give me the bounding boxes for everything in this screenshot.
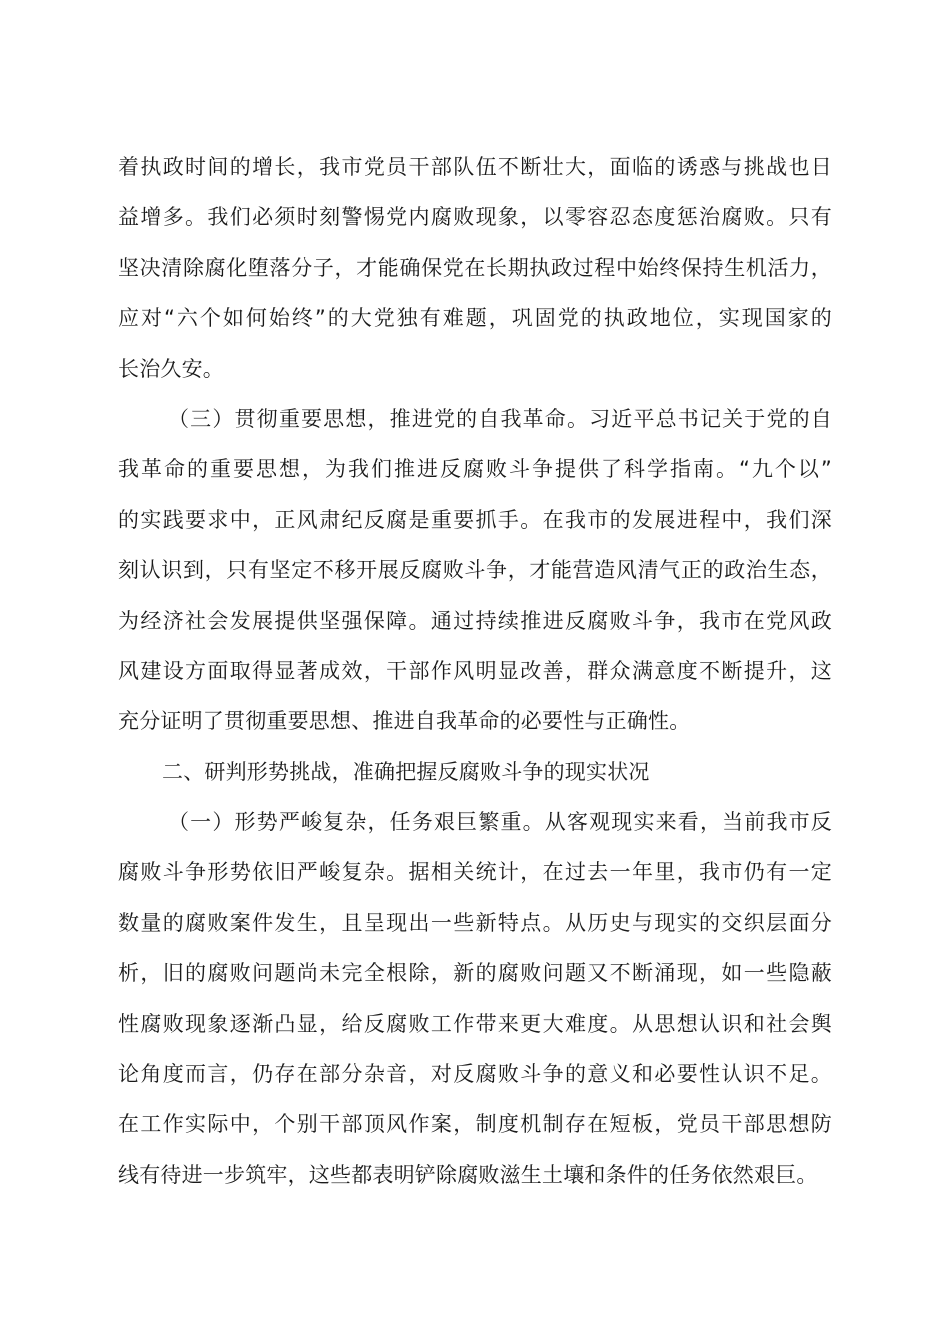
text-line: （三）贯彻重要思想，推进党的自我革命。习近平总书记关于党的自 xyxy=(168,406,832,431)
text-line: 析，旧的腐败问题尚未完全根除，新的腐败问题又不断涌现，如一些隐蔽 xyxy=(118,961,832,986)
paragraph-section-3 xyxy=(118,394,832,747)
text-line: 长治久安。 xyxy=(118,356,224,381)
text-line: 我革命的重要思想，为我们推进反腐败斗争提供了科学指南。“九个以” xyxy=(118,457,832,482)
heading-line: 二、研判形势挑战，准确把握反腐败斗争的现实状况 xyxy=(162,759,650,784)
text-line: （一）形势严峻复杂，任务艰巨繁重。从客观现实来看，当前我市反 xyxy=(168,810,832,835)
text-line: 线有待进一步筑牢，这些都表明铲除腐败滋生土壤和条件的任务依然艰巨。 xyxy=(118,1162,818,1187)
text-line: 充分证明了贯彻重要思想、推进自我革命的必要性与正确性。 xyxy=(118,709,691,734)
text-line: 着执政时间的增长，我市党员干部队伍不断壮大，面临的诱惑与挑战也日 xyxy=(118,155,832,179)
text-line: 风建设方面取得显著成效，干部作风明显改善，群众满意度不断提升，这 xyxy=(118,658,832,683)
text-line: 刻认识到，只有坚定不移开展反腐败斗争，才能营造风清气正的政治生态， xyxy=(118,558,832,583)
document-body xyxy=(118,142,832,1200)
text-line: 数量的腐败案件发生，且呈现出一些新特点。从历史与现实的交织层面分 xyxy=(118,910,832,935)
text-line: 腐败斗争形势依旧严峻复杂。据相关统计，在过去一年里，我市仍有一定 xyxy=(118,860,832,885)
paragraph-continuation xyxy=(118,142,832,394)
text-line: 的实践要求中，正风肃纪反腐是重要抓手。在我市的发展进程中，我们深 xyxy=(118,507,832,532)
text-line: 应对“六个如何始终”的大党独有难题，巩固党的执政地位，实现国家的 xyxy=(118,306,832,331)
text-line: 坚决清除腐化堕落分子，才能确保党在长期执政过程中始终保持生机活力， xyxy=(118,255,832,280)
text-line: 益增多。我们必须时刻警惕党内腐败现象，以零容忍态度惩治腐败。只有 xyxy=(118,205,832,230)
text-line: 在工作实际中，个别干部顶风作案，制度机制存在短板，党员干部思想防 xyxy=(118,1112,832,1137)
text-line: 为经济社会发展提供坚强保障。通过持续推进反腐败斗争，我市在党风政 xyxy=(118,608,832,633)
text-line: 论角度而言，仍存在部分杂音，对反腐败斗争的意义和必要性认识不足。 xyxy=(118,1062,832,1087)
paragraph-section-1 xyxy=(118,797,832,1200)
section-heading xyxy=(118,747,832,797)
text-line: 性腐败现象逐渐凸显，给反腐败工作带来更大难度。从思想认识和社会舆 xyxy=(118,1011,832,1036)
